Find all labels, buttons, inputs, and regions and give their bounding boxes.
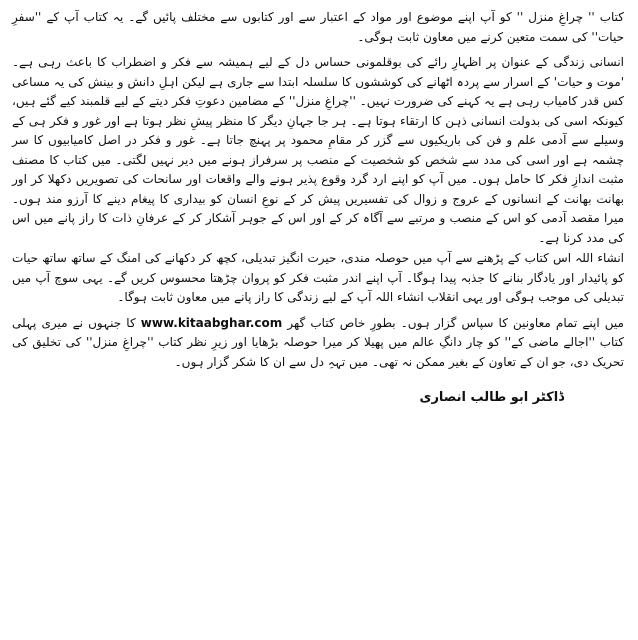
- author-signature: ڈاکٹر ابو طالب انصاری: [419, 390, 564, 405]
- intro-paragraph: کتاب '' چراغِ منزل '' کو آپ اپنے موضوع اور مواد کے اعتبار سے اور کتابوں سے مختلف پائیں گے۔ یہ کتاب آپ کے ''سفرِ حیات'' کی سمت متعین کرنے میں معاون ثابت ہوگی۔: [12, 10, 624, 44]
- thanks-paragraph: [12, 314, 624, 373]
- hope-paragraph: انشاء اللہ اس کتاب کے پڑھنے سے آپ میں حوصلہ مندی، حیرت انگیز تبدیلی، کچھ کر دکھانے کی امنگ کے ساتھ ساتھ حیات کو پائیدار اور یادگار بنانے کا جذبہ پیدا ہوگا۔ آپ اپنے اندر مثبت فکر کو پروان چڑھتا محسوس کریں گے۔ یہی سوچ آپ میں تبدیلی کی موجب ہوگی اور یہی انقلاب انشاء اللہ آپ کے لیے زندگی کا راز پانے میں معاون ثابت ہوگا۔: [12, 251, 624, 304]
- thanks-text: میں اپنے تمام معاونین کا سپاس گزار ہوں۔ بطورِ خاص کتاب گھر: [282, 315, 624, 330]
- body-paragraph: انسانی زندگی کے عنوان پر اظہارِ رائے کی بوقلمونی حساس دل کے لیے ہمیشہ سے فکر و اضطراب کا باعث رہی ہے۔ 'موت و حیات' کے اسرار سے پردہ اٹھانے کی کوششوں کا سلسلہ ابتدا سے جاری ہے لیکن اہلِ دانش و بینش کی یہ مساعی کس قدر کامیاب رہی ہے یہ کہنے کی ضرورت نہیں۔ ''چراغِ منزل'' کے مضامین دعوتِ فکر دیتے کے لیے قلمبند کیے گئے ہیں، کیونکہ اسی کی بدولت انسانی ذہن کا ارتقاء ہوتا ہے۔ ہر جا جہانِ دیگر کا منظر پیشِ نظر ہوتا ہے اور غور و فکر ہی کے وسیلے سے آدمی علم و فن کی باریکیوں سے گزر کر مقامِ محمود پر پہنچ جاتا ہے۔ غور و فکر در اصل کامیابیوں کا سر چشمہ ہے اور اسی کی مدد سے شخص کو شخصیت کے منصب پر سرفراز ہونے میں دیر نہیں لگتی۔ میں کتاب کا مصنف مثبت اندازِ فکر کا حامل ہوں۔ میں آپ کو اپنے ارد گرد وقوع پذیر ہونے والے واقعات اور سانحات کی تصویریں دکھلا کر اور بھانت بھانت کے انسانوں کے عروج و زوال کی تفسیریں پیش کر کے نوعِ انسان کو بیداری کا پیغام دینے کا آرزو مند ہوں۔ میرا مقصد آدمی کو اس کے منصب و مرتبے سے آگاہ کر کے اور اس کے جوہر آشکار کر کے عرفانِ ذات کا راز پانے میں اس کی مدد کرنا ہے۔: [12, 55, 624, 245]
- website-link[interactable]: www.kitaabghar.com: [140, 315, 283, 330]
- thanks-text-suffix: کا جنہوں نے: [72, 315, 141, 330]
- thanks-continuation: میری پہلی کتاب ''اجالے ماضی کے'' کو چار دانگِ عالم میں پھیلا کر میرا حوصلہ بڑھایا اور زیرِ نظر کتاب ''چراغِ منزل'' کی تخلیق کی تحریک دی، جو ان کے تعاون کے بغیر ممکن نہ تھی۔ میں تہہِ دل سے ان کا شکر گزار ہوں۔: [12, 315, 624, 369]
